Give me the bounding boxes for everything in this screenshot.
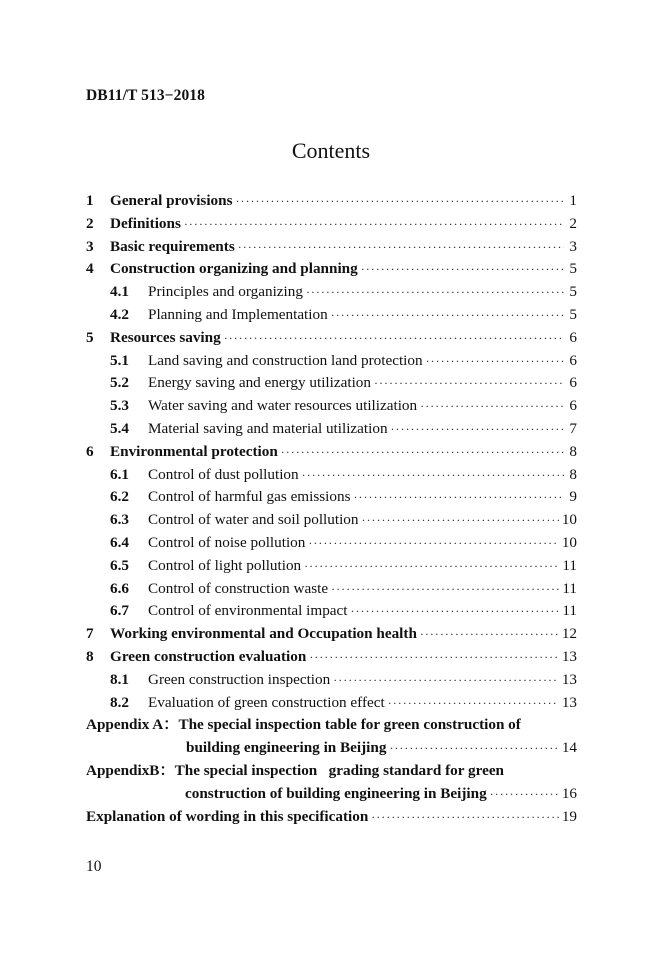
entry-page: 10 xyxy=(561,511,577,529)
entry-title: Control of dust pollution xyxy=(148,465,299,483)
dot-leader xyxy=(236,190,565,213)
entry-title: Basic requirements xyxy=(110,237,235,255)
appendix-label: AppendixB： xyxy=(86,761,175,779)
entry-title: Planning and Implementation xyxy=(148,305,328,323)
entry-number: 5.2 xyxy=(110,374,129,392)
dot-leader xyxy=(224,327,564,350)
entry-number: 4.1 xyxy=(110,283,129,301)
entry-number: 8.1 xyxy=(110,670,129,688)
entry-number: 6.1 xyxy=(110,465,129,483)
toc-entry[interactable] xyxy=(86,578,577,601)
entry-page: 5 xyxy=(569,283,577,301)
entry-title: Water saving and water resources utilization xyxy=(148,397,418,415)
dot-leader xyxy=(391,418,564,441)
entry-title: Environmental protection xyxy=(110,442,278,460)
appendix-title-line2: building engineering in Beijing xyxy=(186,739,387,757)
entry-title: Control of light pollution xyxy=(148,556,302,574)
entry-page: 13 xyxy=(561,647,577,665)
toc-entry[interactable] xyxy=(86,555,577,578)
toc-appendix-a[interactable] xyxy=(86,714,577,737)
entry-page: 16 xyxy=(561,784,577,802)
dot-leader xyxy=(353,486,564,509)
dot-leader xyxy=(374,372,564,395)
toc-appendix-a-continued[interactable] xyxy=(86,737,577,760)
toc-entry[interactable] xyxy=(86,464,577,487)
dot-leader xyxy=(306,281,564,304)
appendix-title-line1: The special inspection grading standard for green xyxy=(174,761,505,779)
toc-entry[interactable] xyxy=(86,441,577,464)
entry-page: 6 xyxy=(569,351,577,369)
toc-entry[interactable] xyxy=(86,350,577,373)
entry-title: Material saving and material utilization xyxy=(148,419,388,437)
toc-entry[interactable] xyxy=(86,509,577,532)
entry-title: Green construction inspection xyxy=(148,670,331,688)
entry-page: 8 xyxy=(569,442,577,460)
entry-number: 6.3 xyxy=(110,511,129,529)
entry-title: Land saving and construction land protection xyxy=(148,351,423,369)
entry-page: 6 xyxy=(569,374,577,392)
entry-number: 6.2 xyxy=(110,488,129,506)
entry-title: Construction organizing and planning xyxy=(110,260,358,278)
toc-entry[interactable] xyxy=(86,236,577,259)
entry-page: 9 xyxy=(569,488,577,506)
entry-page: 7 xyxy=(569,419,577,437)
toc-entry[interactable] xyxy=(86,692,577,715)
dot-leader xyxy=(309,646,559,669)
appendix-label: Appendix A： xyxy=(86,716,179,734)
dot-leader xyxy=(420,623,559,646)
entry-title: Working environmental and Occupation health xyxy=(110,625,417,643)
entry-number: 5.1 xyxy=(110,351,129,369)
toc-entry[interactable] xyxy=(86,304,577,327)
entry-title: Control of harmful gas emissions xyxy=(148,488,351,506)
entry-page: 5 xyxy=(569,305,577,323)
entry-page: 6 xyxy=(569,328,577,346)
entry-page: 8 xyxy=(569,465,577,483)
entry-number: 6.7 xyxy=(110,602,129,620)
entry-page: 6 xyxy=(569,397,577,415)
toc-entry[interactable] xyxy=(86,372,577,395)
entry-title: Green construction evaluation xyxy=(110,647,307,665)
entry-number: 5 xyxy=(86,328,94,346)
dot-leader xyxy=(331,578,559,601)
toc-entry[interactable] xyxy=(86,418,577,441)
dot-leader xyxy=(371,806,559,829)
entry-page: 11 xyxy=(562,602,577,620)
toc-entry[interactable] xyxy=(86,395,577,418)
entry-page: 2 xyxy=(569,214,577,232)
toc-entry[interactable] xyxy=(86,646,577,669)
dot-leader xyxy=(333,669,559,692)
dot-leader xyxy=(304,555,559,578)
entry-number: 3 xyxy=(86,237,94,255)
appendix-title-line1: The special inspection table for green construction of xyxy=(178,716,521,734)
dot-leader xyxy=(361,258,564,281)
entry-number: 2 xyxy=(86,214,94,232)
dot-leader xyxy=(308,532,558,555)
toc-entry[interactable] xyxy=(86,281,577,304)
entry-page: 14 xyxy=(561,739,577,757)
dot-leader xyxy=(238,236,564,259)
entry-title: General provisions xyxy=(110,192,233,209)
entry-title: Energy saving and energy utilization xyxy=(148,374,371,392)
entry-page: 5 xyxy=(569,260,577,278)
entry-number: 1 xyxy=(86,192,94,209)
entry-page: 13 xyxy=(561,670,577,688)
toc-appendix-b-continued[interactable] xyxy=(86,783,577,806)
toc-entry[interactable] xyxy=(86,532,577,555)
dot-leader xyxy=(331,304,564,327)
dot-leader xyxy=(420,395,564,418)
dot-leader xyxy=(351,600,560,623)
appendix-title-line2: construction of building engineering in Beijing xyxy=(185,784,487,802)
dot-leader xyxy=(490,783,559,806)
dot-leader xyxy=(362,509,559,532)
table-of-contents xyxy=(86,190,577,828)
entry-number: 5.4 xyxy=(110,419,129,437)
entry-title: Explanation of wording in this specification xyxy=(86,807,369,825)
entry-number: 7 xyxy=(86,625,94,643)
dot-leader xyxy=(388,692,559,715)
entry-number: 8.2 xyxy=(110,693,129,711)
toc-entry[interactable] xyxy=(86,190,577,213)
entry-title: Resources saving xyxy=(110,328,221,346)
entry-title: Definitions xyxy=(110,214,181,232)
toc-entry[interactable] xyxy=(86,327,577,350)
toc-explanation[interactable] xyxy=(86,806,577,829)
dot-leader xyxy=(426,350,564,373)
toc-entry[interactable] xyxy=(86,486,577,509)
dot-leader xyxy=(389,737,558,760)
entry-number: 6.4 xyxy=(110,533,129,551)
toc-entry[interactable] xyxy=(86,258,577,281)
entry-number: 6.5 xyxy=(110,556,129,574)
entry-number: 4 xyxy=(86,260,94,278)
entry-title: Control of water and soil pollution xyxy=(148,511,359,529)
entry-title: Control of construction waste xyxy=(148,579,329,597)
entry-title: Control of environmental impact xyxy=(148,602,348,620)
entry-page: 13 xyxy=(561,693,577,711)
page-number: 10 xyxy=(86,858,102,875)
toc-entry[interactable] xyxy=(86,600,577,623)
dot-leader xyxy=(281,441,564,464)
entry-page: 12 xyxy=(561,625,577,643)
entry-number: 4.2 xyxy=(110,305,129,323)
entry-page: 10 xyxy=(561,533,577,551)
dot-leader xyxy=(302,464,564,487)
toc-entry[interactable] xyxy=(86,623,577,646)
entry-number: 5.3 xyxy=(110,397,129,415)
entry-number: 6.6 xyxy=(110,579,129,597)
entry-title: Principles and organizing xyxy=(148,283,303,301)
entry-number: 8 xyxy=(86,647,94,665)
entry-page: 19 xyxy=(561,807,577,825)
entry-title: Control of noise pollution xyxy=(148,533,306,551)
entry-title: Evaluation of green construction effect xyxy=(148,693,385,711)
document-code: DB11/T 513−2018 xyxy=(86,87,205,104)
entry-page: 11 xyxy=(562,556,577,574)
toc-title: Contents xyxy=(291,138,371,163)
entry-page: 1 xyxy=(569,192,577,209)
entry-page: 11 xyxy=(562,579,577,597)
entry-page: 3 xyxy=(569,237,577,255)
toc-entry[interactable] xyxy=(86,669,577,692)
toc-entry[interactable] xyxy=(86,213,577,236)
dot-leader xyxy=(184,213,564,236)
toc-appendix-b[interactable] xyxy=(86,760,577,783)
entry-number: 6 xyxy=(86,442,94,460)
